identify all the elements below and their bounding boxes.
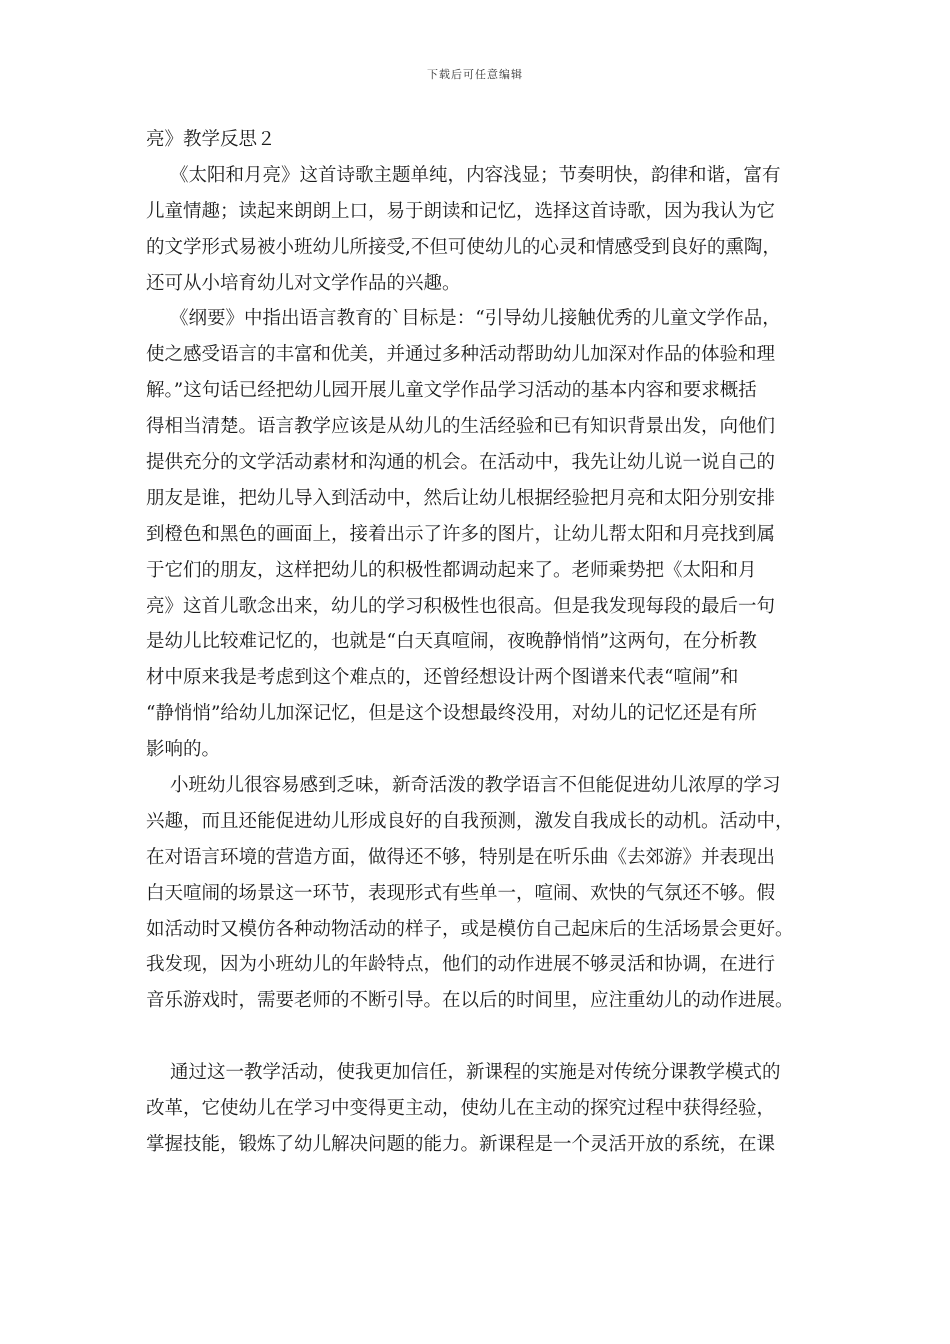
paragraph-line: 影响的。 (146, 739, 221, 761)
paragraph-line: 解。”这句话已经把幼儿园开展儿童文学作品学习活动的基本内容和要求概括 (146, 380, 757, 402)
document-title-line: 亮》教学反思２ (146, 129, 276, 150)
paragraph-line: 掌握技能，锻炼了幼儿解决问题的能力。新课程是一个灵活开放的系统，在课 (146, 1133, 776, 1155)
paragraph-line: 在对语言环境的营造方面，做得还不够，特别是在听乐曲《去郊游》并表现出 (146, 846, 776, 868)
paragraph-line: 《纲要》中指出语言教育的`目标是：“引导幼儿接触优秀的儿童文学作品， (170, 308, 781, 330)
paragraph-line: 兴趣，而且还能促进幼儿形成良好的自我预测，激发自我成长的动机。活动中， (146, 810, 794, 832)
document-body (146, 122, 818, 1163)
page-header-note: 下载后可任意编辑 (427, 68, 523, 81)
paragraph-line: 使之感受语言的丰富和优美，并通过多种活动帮助幼儿加深对作品的体验和理 (146, 344, 776, 366)
paragraph-line: 得相当清楚。语言教学应该是从幼儿的生活经验和已有知识背景出发，向他们 (146, 416, 776, 438)
paragraph-line: 到橙色和黑色的画面上，接着出示了许多的图片，让幼儿帮太阳和月亮找到属 (146, 523, 776, 545)
paragraph-line: 音乐游戏时，需要老师的不断引导。在以后的时间里，应注重幼儿的动作进展。 (146, 990, 794, 1012)
paragraph-3 (146, 768, 818, 1019)
paragraph-line: 小班幼儿很容易感到乏味，新奇活泼的教学语言不但能促进幼儿浓厚的学习 (170, 775, 781, 797)
paragraph-line: 提供充分的文学活动素材和沟通的机会。在活动中，我先让幼儿说一说自己的 (146, 452, 776, 474)
paragraph-line: 朋友是谁，把幼儿导入到活动中，然后让幼儿根据经验把月亮和太阳分别安排 (146, 487, 776, 509)
paragraph-spacer (146, 1019, 818, 1055)
paragraph-line: 亮》这首儿歌念出来，幼儿的学习积极性也很高。但是我发现每段的最后一句 (146, 595, 776, 617)
paragraph-line: 是幼儿比较难记忆的，也就是“白天真喧闹，夜晚静悄悄”这两句，在分析教 (146, 631, 757, 653)
paragraph-1 (146, 158, 818, 302)
paragraph-line: 的文学形式易被小班幼儿所接受,不但可使幼儿的心灵和情感受到良好的熏陶， (146, 236, 781, 258)
paragraph-line: 《太阳和月亮》这首诗歌主题单纯，内容浅显；节奏明快，韵律和谐，富有 (170, 164, 781, 186)
paragraph-line: 儿童情趣；读起来朗朗上口，易于朗读和记忆，选择这首诗歌，因为我认为它 (146, 200, 776, 222)
paragraph-2 (146, 301, 818, 768)
paragraph-4 (146, 1055, 818, 1163)
paragraph-line: 通过这一教学活动，使我更加信任，新课程的实施是对传统分课教学模式的 (170, 1062, 781, 1084)
paragraph-line: 材中原来我是考虑到这个难点的，还曾经想设计两个图谱来代表“喧闹”和 (146, 667, 739, 689)
paragraph-line: “静悄悄”给幼儿加深记忆，但是这个设想最终没用，对幼儿的记忆还是有所 (146, 703, 757, 725)
paragraph-line: 如活动时又模仿各种动物活动的样子，或是模仿自己起床后的生活场景会更好。 (146, 918, 794, 940)
paragraph-line: 于它们的朋友，这样把幼儿的积极性都调动起来了。老师乘势把《太阳和月 (146, 559, 757, 581)
paragraph-line: 白天喧闹的场景这一环节，表现形式有些单一，喧闹、欢快的气氛还不够。假 (146, 882, 776, 904)
paragraph-line: 还可从小培育幼儿对文学作品的兴趣。 (146, 272, 461, 294)
paragraph-line: 改革，它使幼儿在学习中变得更主动，使幼儿在主动的探究过程中获得经验， (146, 1098, 776, 1120)
paragraph-line: 我发现，因为小班幼儿的年龄特点，他们的动作进展不够灵活和协调，在进行 (146, 954, 776, 976)
